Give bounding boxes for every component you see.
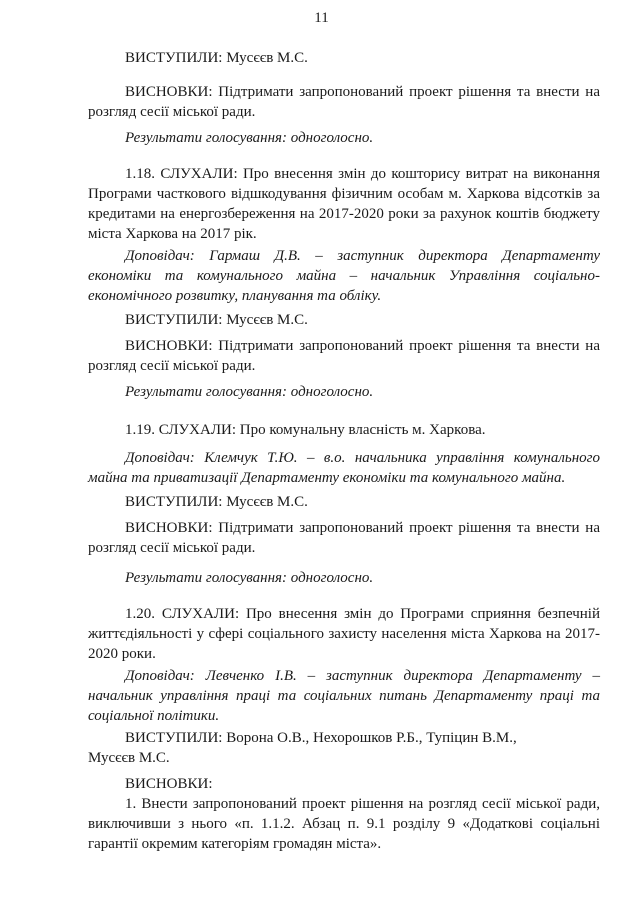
speakers-line: ВИСТУПИЛИ: Мусєєв М.С. [125,312,308,328]
voting-result: Результати голосування: одноголосно. [125,570,374,586]
page-number: 11 [314,10,329,26]
rapporteur-paragraph: Доповідач: Левченко І.В. – заступник директора Департаменту – начальник управління праці та соціальних питань Департаменту праці та соціальної політики. [88,668,600,724]
speakers-block [88,728,600,768]
speakers-line: ВИСТУПИЛИ: Мусєєв М.С. [125,50,308,66]
voting-result: Результати голосування: одноголосно. [125,384,374,400]
rapporteur-paragraph: Доповідач: Гармаш Д.В. – заступник директора Департаменту економіки та комунального майна – начальник Управління соціально-економічного розвитку, планування та обліку. [88,248,600,304]
conclusions-paragraph: ВИСНОВКИ: Підтримати запропонований проект рішення та внести на розгляд сесії міської ради. [88,338,600,374]
speakers-line: ВИСТУПИЛИ: Мусєєв М.С. [125,494,308,510]
conclusions-paragraph: ВИСНОВКИ: Підтримати запропонований проект рішення та внести на розгляд сесії міської ради. [88,520,600,556]
speakers-line-continuation: Мусєєв М.С. [88,750,170,766]
agenda-item-1-19: 1.19. СЛУХАЛИ: Про комунальну власність м. Харкова. [125,422,486,438]
speakers-line: ВИСТУПИЛИ: Ворона О.В., Нехорошков Р.Б., Тупіцин В.М., [125,730,517,746]
conclusions-heading: ВИСНОВКИ: [125,776,213,792]
conclusions-paragraph: ВИСНОВКИ: Підтримати запропонований проект рішення та внести на розгляд сесії міської ради. [88,84,600,120]
voting-result: Результати голосування: одноголосно. [125,130,374,146]
agenda-item-1-20: 1.20. СЛУХАЛИ: Про внесення змін до Програми сприяння безпечній життєдіяльності у сфері соціального захисту населення міста Харкова на 2017-2020 роки. [88,606,600,662]
rapporteur-paragraph: Доповідач: Клемчук Т.Ю. – в.о. начальника управління комунального майна та приватизації Департаменту економіки та комунального майна. [88,450,600,486]
agenda-item-1-18: 1.18. СЛУХАЛИ: Про внесення змін до кошторису витрат на виконання Програми часткового відшкодування фізичним особам м. Харкова відсотків за кредитами на енергозбереження на 2017-2020 роки за рахунок коштів бюджету міста Харкова на 2017 рік. [88,166,600,242]
conclusion-item-1: 1. Внести запропонований проект рішення на розгляд сесії міської ради, виключивши з нього «п. 1.1.2. Абзац п. 9.1 розділу 9 «Додаткові соціальні гарантії окремим категоріям громадян міста». [88,796,600,852]
